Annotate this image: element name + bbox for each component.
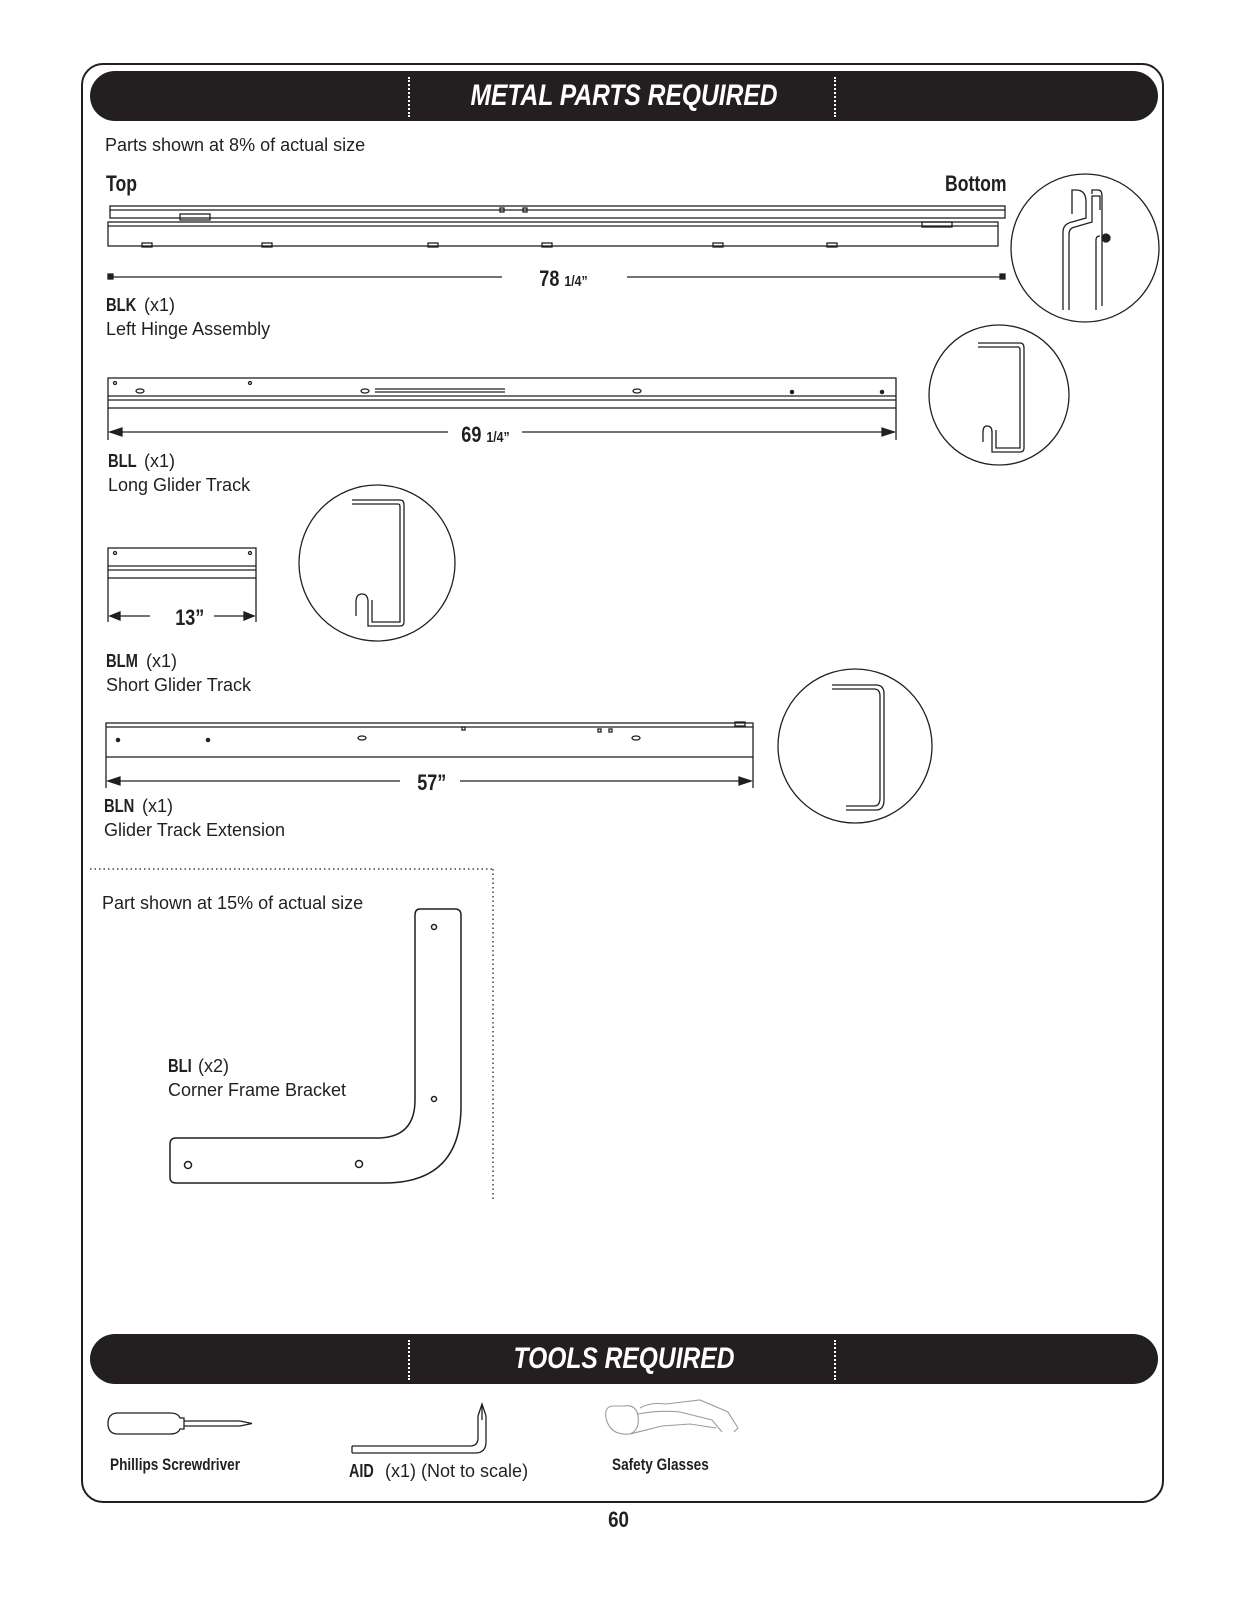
allen-wrench-icon — [352, 1404, 486, 1453]
blk-label: BLK (x1) — [106, 295, 176, 315]
page-number: 60 — [608, 1507, 629, 1532]
phillips-screwdriver-label: Phillips Screwdriver — [110, 1455, 241, 1474]
bll-dimension: 69 1/4” — [455, 422, 516, 448]
bln-name: Glider Track Extension — [104, 820, 286, 840]
allen-wrench-label: AID (x1) (Not to scale) — [349, 1461, 529, 1481]
bottom-label: Bottom — [945, 171, 1007, 196]
metal-parts-title: METAL PARTS REQUIRED — [470, 79, 778, 112]
bll-label: BLL (x1) — [108, 451, 176, 471]
top-label: Top — [106, 171, 137, 196]
blk-name: Left Hinge Assembly — [106, 319, 271, 339]
bli-name: Corner Frame Bracket — [168, 1080, 347, 1100]
screwdriver-icon — [108, 1413, 252, 1434]
scale-note: Parts shown at 8% of actual size — [105, 135, 366, 155]
bln-label: BLN (x1) — [104, 796, 174, 816]
bli-label: BLI (x2) — [168, 1056, 230, 1076]
blm-dimension: 13” — [169, 605, 211, 631]
safety-glasses-label: Safety Glasses — [612, 1455, 709, 1474]
bli-scale-note: Part shown at 15% of actual size — [102, 893, 364, 913]
bln-dimension: 57” — [411, 770, 453, 796]
bll-name: Long Glider Track — [108, 475, 251, 495]
blm-name: Short Glider Track — [106, 675, 252, 695]
blm-label: BLM (x1) — [106, 651, 178, 671]
tools-title: TOOLS REQUIRED — [513, 1342, 735, 1375]
safety-glasses-icon — [606, 1400, 738, 1434]
blk-dimension: 78 1/4” — [533, 266, 594, 292]
